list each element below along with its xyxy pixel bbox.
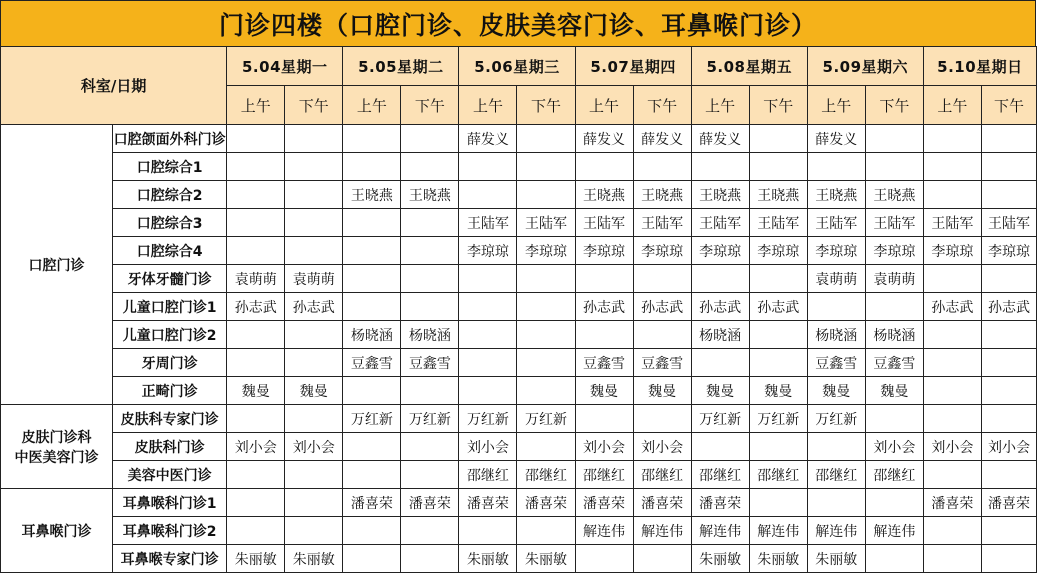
am-header: 上午	[691, 86, 749, 125]
doctor-cell	[285, 461, 343, 489]
doctor-cell: 孙志武	[923, 293, 981, 321]
doctor-cell	[981, 181, 1036, 209]
doctor-cell	[691, 153, 749, 181]
doctor-cell: 王陆军	[575, 209, 633, 237]
doctor-cell: 薛发义	[691, 125, 749, 153]
doctor-cell	[981, 349, 1036, 377]
doctor-cell: 王陆军	[749, 209, 807, 237]
doctor-cell	[575, 321, 633, 349]
doctor-cell	[865, 405, 923, 433]
doctor-cell	[343, 433, 401, 461]
doctor-cell	[923, 265, 981, 293]
pm-header: 下午	[401, 86, 459, 125]
date-header: 5.09星期六	[807, 47, 923, 86]
table-row	[1, 517, 1037, 545]
doctor-cell	[285, 517, 343, 545]
doctor-cell	[981, 405, 1036, 433]
doctor-cell: 王陆军	[865, 209, 923, 237]
clinic-label: 皮肤科专家门诊	[113, 405, 227, 433]
date-header: 5.04星期一	[227, 47, 343, 86]
doctor-cell: 袁萌萌	[285, 265, 343, 293]
doctor-cell	[923, 405, 981, 433]
doctor-cell: 李琼琼	[459, 237, 517, 265]
doctor-cell	[575, 265, 633, 293]
doctor-cell	[459, 321, 517, 349]
doctor-cell: 万红新	[517, 405, 575, 433]
doctor-cell	[343, 545, 401, 573]
doctor-cell	[981, 377, 1036, 405]
doctor-cell	[227, 237, 285, 265]
pm-header: 下午	[517, 86, 575, 125]
doctor-cell: 杨晓涵	[343, 321, 401, 349]
doctor-cell: 刘小会	[865, 433, 923, 461]
doctor-cell	[285, 321, 343, 349]
doctor-cell: 万红新	[691, 405, 749, 433]
doctor-cell: 王晓燕	[865, 181, 923, 209]
doctor-cell	[517, 293, 575, 321]
doctor-cell: 李琼琼	[575, 237, 633, 265]
doctor-cell: 王陆军	[691, 209, 749, 237]
doctor-cell	[343, 293, 401, 321]
table-row	[1, 461, 1037, 489]
doctor-cell	[459, 153, 517, 181]
doctor-cell: 袁萌萌	[227, 265, 285, 293]
pm-header: 下午	[981, 86, 1036, 125]
doctor-cell: 李琼琼	[633, 237, 691, 265]
department-label: 耳鼻喉门诊	[1, 489, 113, 573]
doctor-cell	[749, 489, 807, 517]
doctor-cell	[343, 377, 401, 405]
doctor-cell: 李琼琼	[981, 237, 1036, 265]
doctor-cell	[691, 433, 749, 461]
doctor-cell	[343, 461, 401, 489]
doctor-cell	[691, 349, 749, 377]
doctor-cell: 刘小会	[459, 433, 517, 461]
doctor-cell: 潘喜荣	[981, 489, 1036, 517]
doctor-cell: 豆鑫雪	[401, 349, 459, 377]
table-row	[1, 405, 1037, 433]
doctor-cell: 王陆军	[981, 209, 1036, 237]
doctor-cell	[459, 517, 517, 545]
doctor-cell	[575, 545, 633, 573]
doctor-cell	[401, 265, 459, 293]
doctor-cell: 潘喜荣	[401, 489, 459, 517]
clinic-label: 耳鼻喉专家门诊	[113, 545, 227, 573]
doctor-cell	[401, 209, 459, 237]
doctor-cell: 王晓燕	[401, 181, 459, 209]
doctor-cell	[227, 181, 285, 209]
doctor-cell	[227, 209, 285, 237]
doctor-cell	[285, 237, 343, 265]
doctor-cell: 魏曼	[865, 377, 923, 405]
doctor-cell: 孙志武	[749, 293, 807, 321]
doctor-cell	[401, 433, 459, 461]
doctor-cell: 豆鑫雪	[575, 349, 633, 377]
doctor-cell: 李琼琼	[749, 237, 807, 265]
am-header: 上午	[923, 86, 981, 125]
doctor-cell	[343, 153, 401, 181]
doctor-cell: 朱丽敏	[691, 545, 749, 573]
doctor-cell: 李琼琼	[691, 237, 749, 265]
doctor-cell: 邵继红	[575, 461, 633, 489]
doctor-cell	[865, 545, 923, 573]
doctor-cell: 王晓燕	[633, 181, 691, 209]
doctor-cell: 潘喜荣	[923, 489, 981, 517]
doctor-cell: 魏曼	[807, 377, 865, 405]
date-header: 5.08星期五	[691, 47, 807, 86]
clinic-label: 耳鼻喉科门诊1	[113, 489, 227, 517]
pm-header: 下午	[285, 86, 343, 125]
doctor-cell	[459, 181, 517, 209]
doctor-cell: 王晓燕	[749, 181, 807, 209]
doctor-cell: 杨晓涵	[807, 321, 865, 349]
table-row	[1, 209, 1037, 237]
doctor-cell	[343, 265, 401, 293]
doctor-cell: 王陆军	[517, 209, 575, 237]
doctor-cell	[981, 125, 1036, 153]
doctor-cell: 李琼琼	[807, 237, 865, 265]
doctor-cell	[401, 517, 459, 545]
doctor-cell: 杨晓涵	[865, 321, 923, 349]
date-header: 5.07星期四	[575, 47, 691, 86]
doctor-cell: 潘喜荣	[517, 489, 575, 517]
doctor-cell	[401, 545, 459, 573]
clinic-label: 口腔综合2	[113, 181, 227, 209]
doctor-cell: 刘小会	[633, 433, 691, 461]
doctor-cell: 孙志武	[227, 293, 285, 321]
doctor-cell	[749, 321, 807, 349]
doctor-cell	[749, 349, 807, 377]
doctor-cell: 朱丽敏	[807, 545, 865, 573]
clinic-label: 儿童口腔门诊2	[113, 321, 227, 349]
doctor-cell: 豆鑫雪	[807, 349, 865, 377]
doctor-cell: 魏曼	[285, 377, 343, 405]
doctor-cell: 朱丽敏	[459, 545, 517, 573]
table-row	[1, 545, 1037, 573]
doctor-cell: 孙志武	[981, 293, 1036, 321]
doctor-cell: 薛发义	[575, 125, 633, 153]
doctor-cell: 朱丽敏	[227, 545, 285, 573]
department-label: 口腔门诊	[1, 125, 113, 405]
doctor-cell: 解连伟	[633, 517, 691, 545]
table-row	[1, 321, 1037, 349]
doctor-cell	[517, 377, 575, 405]
table-row	[1, 125, 1037, 153]
doctor-cell: 李琼琼	[923, 237, 981, 265]
am-header: 上午	[343, 86, 401, 125]
doctor-cell	[227, 125, 285, 153]
doctor-cell: 朱丽敏	[517, 545, 575, 573]
doctor-cell	[285, 181, 343, 209]
doctor-cell	[633, 405, 691, 433]
pm-header: 下午	[633, 86, 691, 125]
doctor-cell: 王陆军	[633, 209, 691, 237]
doctor-cell	[865, 489, 923, 517]
clinic-label: 美容中医门诊	[113, 461, 227, 489]
doctor-cell	[517, 321, 575, 349]
doctor-cell	[865, 293, 923, 321]
doctor-cell	[923, 517, 981, 545]
schedule-table	[0, 46, 1037, 573]
am-header: 上午	[459, 86, 517, 125]
doctor-cell: 李琼琼	[865, 237, 923, 265]
doctor-cell	[517, 349, 575, 377]
doctor-cell	[285, 153, 343, 181]
doctor-cell	[923, 321, 981, 349]
doctor-cell	[401, 461, 459, 489]
doctor-cell	[285, 209, 343, 237]
doctor-cell	[227, 405, 285, 433]
doctor-cell	[401, 237, 459, 265]
doctor-cell	[459, 377, 517, 405]
table-row	[1, 265, 1037, 293]
doctor-cell: 王陆军	[807, 209, 865, 237]
doctor-cell	[343, 125, 401, 153]
doctor-cell: 王陆军	[459, 209, 517, 237]
doctor-cell	[517, 181, 575, 209]
doctor-cell	[227, 461, 285, 489]
clinic-label: 口腔综合4	[113, 237, 227, 265]
doctor-cell: 万红新	[749, 405, 807, 433]
doctor-cell	[575, 153, 633, 181]
clinic-label: 皮肤科门诊	[113, 433, 227, 461]
date-header: 5.05星期二	[343, 47, 459, 86]
am-header: 上午	[227, 86, 285, 125]
doctor-cell: 王陆军	[923, 209, 981, 237]
doctor-cell: 潘喜荣	[691, 489, 749, 517]
doctor-cell	[923, 153, 981, 181]
doctor-cell: 魏曼	[575, 377, 633, 405]
doctor-cell	[807, 153, 865, 181]
doctor-cell	[981, 321, 1036, 349]
doctor-cell: 杨晓涵	[691, 321, 749, 349]
doctor-cell: 杨晓涵	[401, 321, 459, 349]
doctor-cell	[517, 125, 575, 153]
doctor-cell: 万红新	[459, 405, 517, 433]
doctor-cell	[633, 545, 691, 573]
doctor-cell	[981, 153, 1036, 181]
doctor-cell: 朱丽敏	[285, 545, 343, 573]
date-header: 5.10星期日	[923, 47, 1036, 86]
doctor-cell: 朱丽敏	[749, 545, 807, 573]
doctor-cell: 刘小会	[923, 433, 981, 461]
doctor-cell	[749, 125, 807, 153]
doctor-cell: 薛发义	[807, 125, 865, 153]
table-row	[1, 237, 1037, 265]
doctor-cell: 万红新	[343, 405, 401, 433]
doctor-cell	[633, 321, 691, 349]
doctor-cell	[807, 433, 865, 461]
department-label: 皮肤门诊科 中医美容门诊	[1, 405, 113, 489]
table-row	[1, 433, 1037, 461]
clinic-label: 儿童口腔门诊1	[113, 293, 227, 321]
doctor-cell: 解连伟	[575, 517, 633, 545]
table-row	[1, 153, 1037, 181]
doctor-cell: 邵继红	[691, 461, 749, 489]
doctor-cell	[517, 433, 575, 461]
table-row	[1, 349, 1037, 377]
doctor-cell: 邵继红	[459, 461, 517, 489]
doctor-cell: 解连伟	[865, 517, 923, 545]
doctor-cell	[749, 433, 807, 461]
doctor-cell	[923, 125, 981, 153]
doctor-cell: 魏曼	[633, 377, 691, 405]
doctor-cell	[517, 153, 575, 181]
doctor-cell: 孙志武	[285, 293, 343, 321]
clinic-label: 正畸门诊	[113, 377, 227, 405]
doctor-cell	[807, 489, 865, 517]
doctor-cell: 邵继红	[865, 461, 923, 489]
am-header: 上午	[807, 86, 865, 125]
doctor-cell: 魏曼	[691, 377, 749, 405]
doctor-cell: 刘小会	[575, 433, 633, 461]
doctor-cell: 邵继红	[749, 461, 807, 489]
doctor-cell: 豆鑫雪	[633, 349, 691, 377]
doctor-cell	[459, 293, 517, 321]
doctor-cell: 袁萌萌	[807, 265, 865, 293]
doctor-cell: 潘喜荣	[459, 489, 517, 517]
table-row	[1, 377, 1037, 405]
am-header: 上午	[575, 86, 633, 125]
doctor-cell: 豆鑫雪	[865, 349, 923, 377]
doctor-cell	[981, 545, 1036, 573]
doctor-cell	[401, 377, 459, 405]
doctor-cell: 魏曼	[227, 377, 285, 405]
table-row	[1, 293, 1037, 321]
doctor-cell	[923, 377, 981, 405]
doctor-cell: 解连伟	[749, 517, 807, 545]
doctor-cell	[923, 181, 981, 209]
doctor-cell	[227, 153, 285, 181]
doctor-cell: 刘小会	[227, 433, 285, 461]
pm-header: 下午	[749, 86, 807, 125]
table-row	[1, 489, 1037, 517]
doctor-cell	[285, 489, 343, 517]
doctor-cell: 解连伟	[691, 517, 749, 545]
doctor-cell: 孙志武	[691, 293, 749, 321]
doctor-cell	[285, 405, 343, 433]
doctor-cell: 邵继红	[807, 461, 865, 489]
doctor-cell	[517, 265, 575, 293]
doctor-cell: 李琼琼	[517, 237, 575, 265]
doctor-cell	[227, 517, 285, 545]
doctor-cell	[633, 265, 691, 293]
doctor-cell: 邵继红	[633, 461, 691, 489]
doctor-cell: 刘小会	[285, 433, 343, 461]
corner-label: 科室/日期	[1, 47, 227, 125]
clinic-label: 牙体牙髓门诊	[113, 265, 227, 293]
doctor-cell	[227, 489, 285, 517]
table-row	[1, 181, 1037, 209]
doctor-cell	[459, 265, 517, 293]
doctor-cell	[749, 153, 807, 181]
doctor-cell	[343, 517, 401, 545]
doctor-cell: 潘喜荣	[633, 489, 691, 517]
doctor-cell	[517, 517, 575, 545]
doctor-cell: 潘喜荣	[343, 489, 401, 517]
doctor-cell	[749, 265, 807, 293]
page-title: 门诊四楼（口腔门诊、皮肤美容门诊、耳鼻喉门诊）	[0, 0, 1036, 46]
pm-header: 下午	[865, 86, 923, 125]
doctor-cell	[459, 349, 517, 377]
doctor-cell: 薛发义	[459, 125, 517, 153]
doctor-cell: 万红新	[401, 405, 459, 433]
doctor-cell: 孙志武	[575, 293, 633, 321]
doctor-cell	[633, 153, 691, 181]
clinic-label: 口腔综合1	[113, 153, 227, 181]
doctor-cell	[865, 153, 923, 181]
doctor-cell	[343, 237, 401, 265]
doctor-cell	[923, 461, 981, 489]
doctor-cell: 万红新	[807, 405, 865, 433]
clinic-label: 口腔综合3	[113, 209, 227, 237]
doctor-cell: 豆鑫雪	[343, 349, 401, 377]
doctor-cell: 解连伟	[807, 517, 865, 545]
doctor-cell	[981, 517, 1036, 545]
doctor-cell	[923, 349, 981, 377]
doctor-cell: 薛发义	[633, 125, 691, 153]
doctor-cell	[343, 209, 401, 237]
doctor-cell: 王晓燕	[575, 181, 633, 209]
doctor-cell	[575, 405, 633, 433]
doctor-cell	[227, 349, 285, 377]
doctor-cell	[691, 265, 749, 293]
clinic-label: 耳鼻喉科门诊2	[113, 517, 227, 545]
doctor-cell	[401, 125, 459, 153]
doctor-cell: 潘喜荣	[575, 489, 633, 517]
clinic-label: 牙周门诊	[113, 349, 227, 377]
doctor-cell: 袁萌萌	[865, 265, 923, 293]
doctor-cell	[865, 125, 923, 153]
doctor-cell: 王晓燕	[343, 181, 401, 209]
doctor-cell: 刘小会	[981, 433, 1036, 461]
doctor-cell: 邵继红	[517, 461, 575, 489]
doctor-cell: 魏曼	[749, 377, 807, 405]
doctor-cell	[401, 293, 459, 321]
date-header: 5.06星期三	[459, 47, 575, 86]
doctor-cell	[401, 153, 459, 181]
doctor-cell: 王晓燕	[807, 181, 865, 209]
clinic-label: 口腔颌面外科门诊	[113, 125, 227, 153]
doctor-cell	[227, 321, 285, 349]
doctor-cell	[923, 545, 981, 573]
doctor-cell	[285, 349, 343, 377]
doctor-cell	[807, 293, 865, 321]
doctor-cell	[285, 125, 343, 153]
doctor-cell	[981, 461, 1036, 489]
doctor-cell: 王晓燕	[691, 181, 749, 209]
doctor-cell: 孙志武	[633, 293, 691, 321]
doctor-cell	[981, 265, 1036, 293]
